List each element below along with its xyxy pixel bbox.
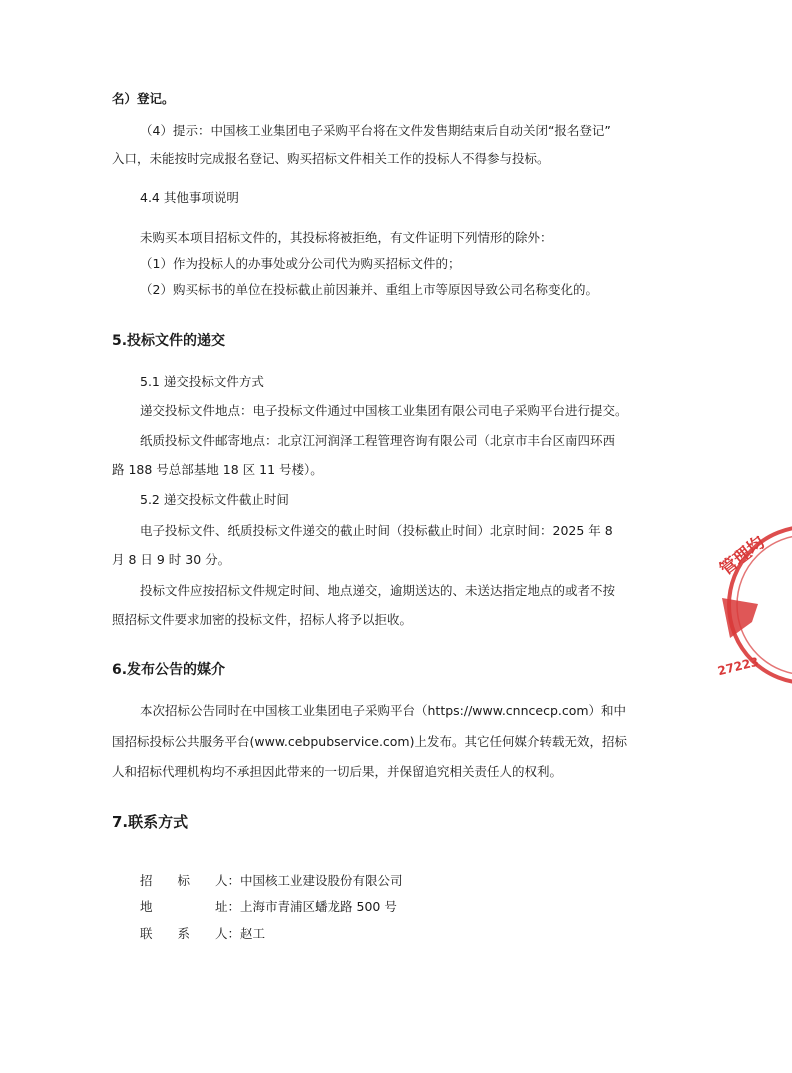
- company-seal-icon: [712, 520, 792, 690]
- contact-row: [140, 925, 265, 943]
- paragraph-line: 国招标投标公共服务平台(www.cebpubservice.com)上发布。其它任何媒介转载无效，招标: [112, 734, 627, 749]
- subsection-heading: 5.2 递交投标文件截止时间: [140, 492, 289, 507]
- contact-row: [140, 898, 397, 916]
- contact-row: [140, 872, 403, 890]
- paragraph-line: 入口，未能按时完成报名登记、购买招标文件相关工作的投标人不得参与投标。: [112, 151, 550, 166]
- section-heading: 6.发布公告的媒介: [112, 662, 226, 678]
- paragraph-line: 投标文件应按招标文件规定时间、地点递交，逾期送达的、未送达指定地点的或者不按: [140, 583, 616, 598]
- seal-text-top: 管理均: [716, 532, 769, 580]
- seal-text-bottom: 27223: [716, 654, 761, 679]
- section-heading: 7.联系方式: [112, 813, 189, 831]
- subsection-heading: 4.4 其他事项说明: [140, 190, 239, 205]
- contact-value: 上海市青浦区蟠龙路 500 号: [240, 899, 397, 914]
- paragraph-line: 月 8 日 9 时 30 分。: [112, 552, 231, 567]
- paragraph-line: （4）提示：中国核工业集团电子采购平台将在文件发售期结束后自动关闭“报名登记”: [140, 123, 611, 138]
- paragraph-line: 照招标文件要求加密的投标文件，招标人将予以拒收。: [112, 612, 413, 627]
- contact-value: 赵工: [240, 926, 266, 941]
- paragraph-line: 人和招标代理机构均不承担因此带来的一切后果，并保留追究相关责任人的权利。: [112, 764, 563, 779]
- list-item: （1）作为投标人的办事处或分公司代为购买招标文件的；: [140, 256, 461, 271]
- paragraph-line: 名）登记。: [112, 91, 175, 106]
- paragraph-line: 未购买本项目招标文件的，其投标将被拒绝，有文件证明下列情形的除外：: [140, 230, 553, 245]
- paragraph-line: 递交投标文件地点：电子投标文件通过中国核工业集团有限公司电子采购平台进行提交。: [140, 403, 628, 418]
- contact-label: 联 系 人：: [140, 926, 241, 941]
- seal-star-icon: [722, 598, 758, 638]
- contact-value: 中国核工业建设股份有限公司: [240, 873, 403, 888]
- contact-label: 地 址：: [140, 899, 241, 914]
- subsection-heading: 5.1 递交投标文件方式: [140, 374, 264, 389]
- section-heading: 5.投标文件的递交: [112, 333, 226, 349]
- paragraph-line: 电子投标文件、纸质投标文件递交的截止时间（投标截止时间）北京时间：2025 年 8: [140, 523, 613, 538]
- contact-label: 招 标 人：: [140, 873, 241, 888]
- list-item: （2）购买标书的单位在投标截止前因兼并、重组上市等原因导致公司名称变化的。: [140, 282, 598, 297]
- paragraph-line: 纸质投标文件邮寄地点：北京江河润泽工程管理咨询有限公司（北京市丰台区南四环西: [140, 433, 616, 448]
- paragraph-line: 路 188 号总部基地 18 区 11 号楼）。: [112, 462, 323, 477]
- paragraph-line: 本次招标公告同时在中国核工业集团电子采购平台（https://www.cnncecp.com）和中: [140, 703, 627, 718]
